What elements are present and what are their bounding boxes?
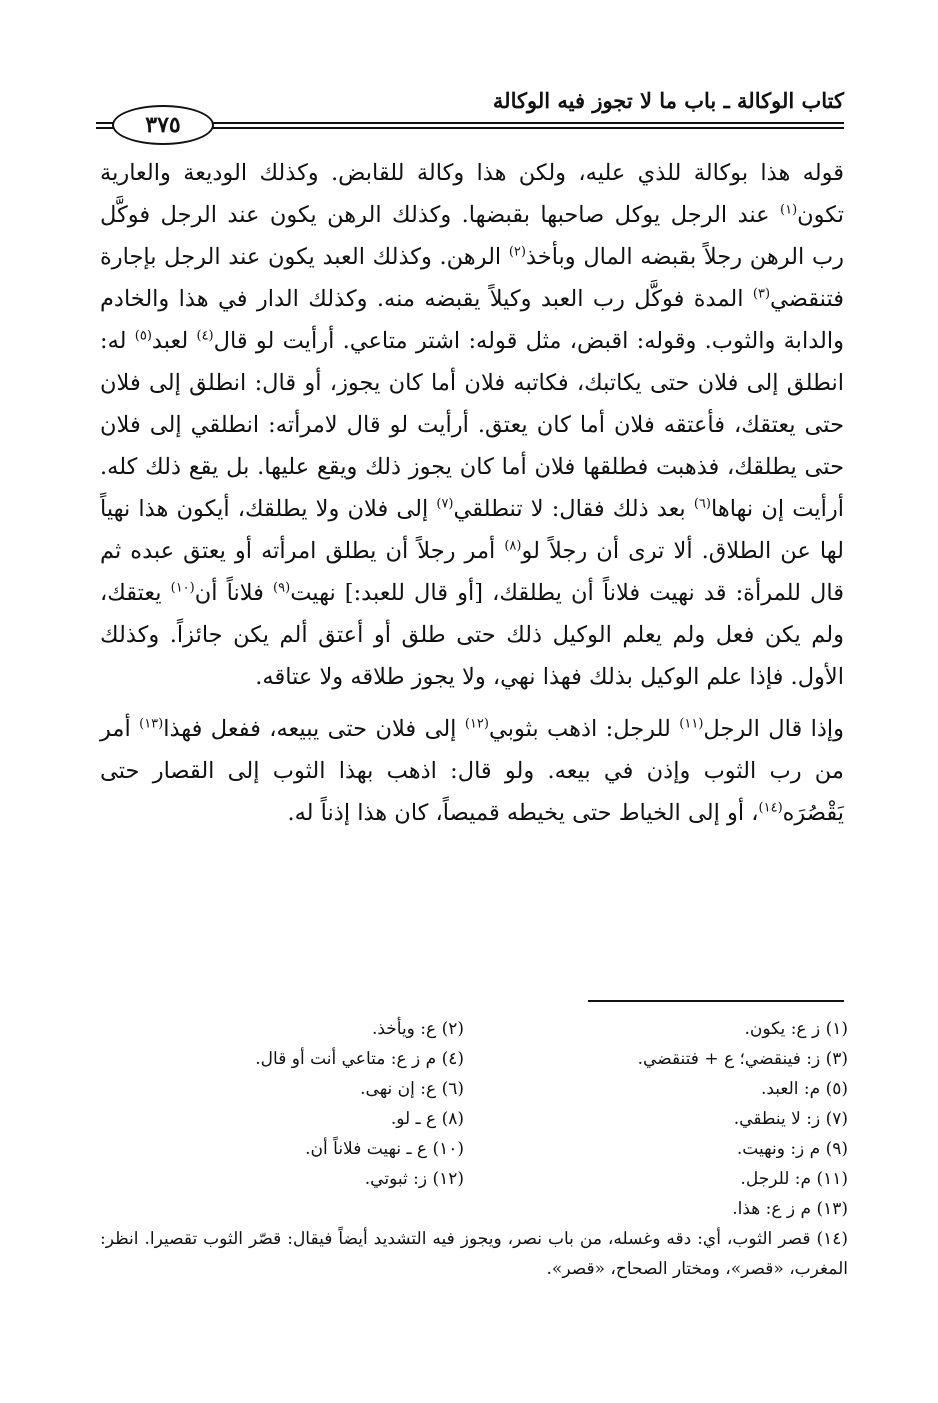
footnote-ref: (١٣)	[139, 716, 164, 732]
footnote-rule	[588, 1000, 844, 1002]
footnote-5: (٥) م: العبد.	[760, 1079, 848, 1099]
text-run: الرهن. وكذلك العبد يكون عند الرجل بإجارة فتنقضي	[100, 244, 844, 312]
footnote-ref: (١)	[780, 202, 798, 218]
footnote-ref: (٣)	[752, 286, 771, 302]
text-run: لعبد	[151, 328, 197, 354]
footnote-11: (١١) م: للرجل.	[740, 1169, 848, 1189]
footnote-ref: (٩)	[273, 580, 291, 596]
text-run: أمر رجلاً أن يطلق امرأته أو يعتق عبده ثم قال للمرأة: قد نهيت فلاناً أن يطلقك، [أو قال للعبد:] نهيت	[100, 538, 844, 606]
text-run: وإذا قال الرجل	[703, 716, 845, 742]
footnote-13: (١٣) م ز ع: هذا.	[732, 1199, 848, 1219]
chapter-title: كتاب الوكالة ـ باب ما لا تجوز فيه الوكالة	[492, 88, 844, 113]
footnote-ref: (١١)	[679, 716, 704, 732]
footnote-3: (٣) ز: فينقضي؛ ع + فتنقضي.	[637, 1049, 848, 1069]
footnote-1: (١) ز ع: يكون.	[744, 1019, 848, 1039]
text-run: المدة فوكَّل رب العبد وكيلاً يقبضه منه. وكذلك الدار في هذا والخادم والدابة والثوب. وقوله: اقبض، مثل قوله: اشتر متاعي. أرأيت لو قال	[100, 286, 844, 354]
footnote-6: (٦) ع: إن نهى.	[360, 1079, 464, 1099]
text-run: له: انطلق إلى فلان حتى يكاتبك، فكاتبه فلان أما كان يجوز، أو قال: انطلق إلى فلان حتى يعتقك، فأعتقه فلان أما كان يعتق. أرأيت لو قال لامرأته: انطلقي إلى فلان حتى يطلقك، فذهبت فطلقها فلان أما كان يجوز ذلك ويقع عليها. بل يقع ذلك كله. أرأيت إن نهاها	[100, 328, 844, 522]
footnote-9: (٩) م ز: ونهيت.	[736, 1139, 848, 1159]
footnote-ref: (٥)	[134, 328, 152, 344]
footnote-14: (١٤) قصر الثوب، أي: دقه وغسله، من باب نصر، ويجوز فيه التشديد أيضاً فيقال: قصّر الثوب تقصيرا. انظر: المغرب، «قصر»، ومختار الصحاح، «قصر».	[100, 1229, 848, 1279]
text-run: فلاناً أن	[194, 580, 274, 606]
footnote-ref: (٧)	[436, 496, 454, 512]
text-run: قوله هذا بوكالة للذي عليه، ولكن هذا وكالة للقابض. وكذلك الوديعة والعارية تكون	[100, 160, 844, 228]
paragraph-2	[100, 708, 844, 834]
footnote-ref: (٢)	[508, 244, 526, 260]
footnote-2: (٢) ع: ويأخذ.	[371, 1019, 464, 1039]
main-text	[100, 152, 844, 834]
footnote-ref: (١٢)	[464, 716, 489, 732]
text-run: يعتقك، ولم يكن فعل ولم يعلم الوكيل ذلك حتى طلق أو أعتق ألم يكن جائزاً. وكذلك الأول. فإذا علم الوكيل بذلك فهذا نهي، ولا يجوز طلاقه ولا عتاقه.	[100, 580, 844, 690]
footnote-grid	[100, 1014, 848, 1194]
page-number: ٣٧٥	[112, 105, 214, 145]
footnote-ref: (١٠)	[170, 580, 195, 596]
paragraph-1	[100, 152, 844, 698]
footnote-ref: (٤)	[196, 328, 214, 344]
footnote-7: (٧) ز: لا ينطقي.	[733, 1109, 848, 1129]
footnote-ref: (١٤)	[758, 800, 783, 816]
footnote-4: (٤) م ز ع: متاعي أنت أو قال.	[255, 1049, 464, 1069]
footnotes	[100, 1014, 848, 1284]
text-run: أمر من رب الثوب وإذن في بيعه. ولو قال: اذهب بهذا الثوب إلى القصار حتى يَقْصُرَه	[100, 716, 844, 826]
text-run: إلى فلان حتى يبيعه، ففعل فهذا	[163, 716, 465, 742]
footnote-8: (٨) ع ـ لو.	[390, 1109, 464, 1129]
running-header	[96, 82, 844, 144]
text-run: إلى فلان ولا يطلقك، أيكون هذا نهياً لها عن الطلاق. ألا ترى أن رجلاً لو	[100, 496, 844, 564]
footnote-10: (١٠) ع ـ نهيت فلاناً أن.	[305, 1139, 464, 1159]
footnote-ref: (٨)	[504, 538, 522, 554]
text-run: عند الرجل يوكل صاحبها بقبضها. وكذلك الرهن يكون عند الرجل فوكَّل رب الرهن رجلاً بقبضه المال وبأخذ	[100, 202, 844, 270]
header-rule	[204, 122, 844, 129]
text-run: ، أو إلى الخياط حتى يخيطه قميصاً، كان هذا إذناً له.	[287, 800, 759, 826]
text-run: للرجل: اذهب بثوبي	[488, 716, 680, 742]
text-run: بعد ذلك فقال: لا تنطلقي	[453, 496, 694, 522]
footnote-12: (١٢) ز: ثبوتي.	[364, 1169, 464, 1189]
footnote-ref: (٦)	[693, 496, 711, 512]
